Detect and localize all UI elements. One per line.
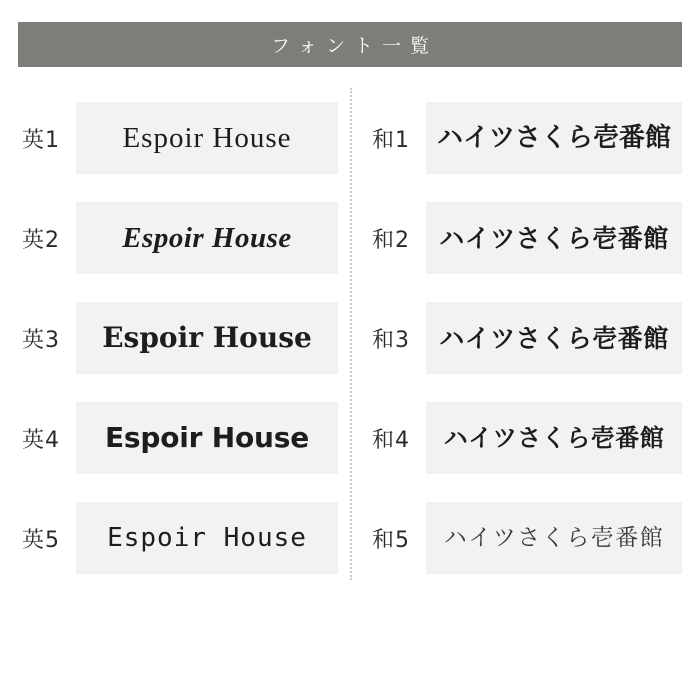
- english-font-column: [0, 80, 350, 600]
- font-row-label: 英1: [22, 127, 60, 153]
- font-row-label: 英5: [22, 527, 60, 553]
- font-sample-box[interactable]: [76, 502, 338, 574]
- font-row[interactable]: [368, 288, 682, 388]
- font-sample-text: ハイツさくら壱番館: [439, 223, 669, 253]
- font-row[interactable]: [18, 188, 338, 288]
- font-row-label: 英3: [22, 327, 60, 353]
- font-sample-text: ハイツさくら壱番館: [443, 524, 665, 551]
- font-row-label: 和3: [372, 327, 410, 353]
- font-sample-grid: [0, 80, 700, 600]
- page-title: フォント一覧: [270, 35, 439, 57]
- font-sample-text: Espoir House: [102, 321, 312, 354]
- font-sample-box[interactable]: [426, 302, 682, 374]
- font-sample-box[interactable]: [426, 102, 682, 174]
- font-sample-box[interactable]: [426, 502, 682, 574]
- font-sample-text: ハイツさくら壱番館: [443, 424, 665, 452]
- font-sample-text: Espoir House: [107, 523, 307, 553]
- font-row[interactable]: [368, 488, 682, 588]
- font-row[interactable]: [18, 88, 338, 188]
- font-row-label: 和2: [372, 227, 410, 253]
- font-sample-box[interactable]: [76, 102, 338, 174]
- font-row-label: 和5: [372, 527, 410, 553]
- japanese-font-column: [350, 80, 700, 600]
- font-sample-text: Espoir House: [122, 221, 292, 254]
- font-row-label: 和1: [372, 127, 410, 153]
- font-row[interactable]: [18, 488, 338, 588]
- font-sample-box[interactable]: [426, 402, 682, 474]
- font-row[interactable]: [368, 88, 682, 188]
- font-row[interactable]: [18, 388, 338, 488]
- font-row[interactable]: [368, 388, 682, 488]
- font-row-label: 英2: [22, 227, 60, 253]
- font-sample-text: ハイツさくら壱番館: [439, 323, 669, 353]
- font-sample-text: Espoir House: [122, 121, 292, 154]
- font-row[interactable]: [368, 188, 682, 288]
- font-sample-text: Espoir House: [104, 421, 310, 454]
- font-row[interactable]: [18, 288, 338, 388]
- font-row-label: 和4: [372, 427, 410, 453]
- font-sample-box[interactable]: [426, 202, 682, 274]
- header-bar: [18, 22, 682, 67]
- font-sample-box[interactable]: [76, 402, 338, 474]
- font-sample-box[interactable]: [76, 202, 338, 274]
- font-sample-text: ハイツさくら壱番館: [436, 123, 671, 153]
- font-row-label: 英4: [22, 427, 60, 453]
- font-sample-box[interactable]: [76, 302, 338, 374]
